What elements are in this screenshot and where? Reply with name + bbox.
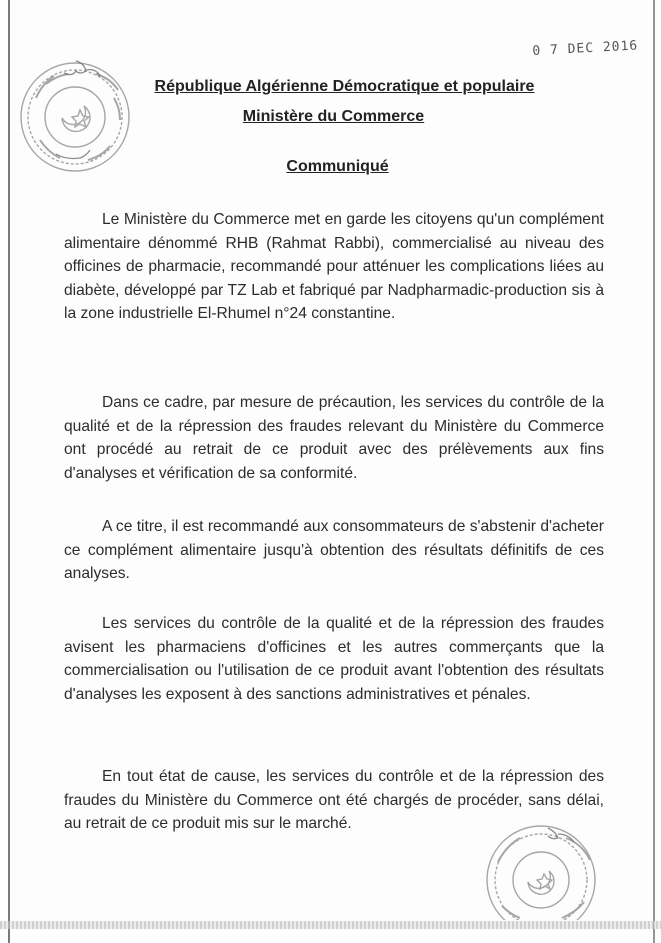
scan-edge-bottom — [0, 921, 661, 929]
page-title: Communiqué — [286, 158, 389, 175]
paragraph: Dans ce cadre, par mesure de précaution, les services du contrôle de la qualité et de la répression des fraudes relevant du Ministère du Commerce ont procédé au retrait de ce produit avec des prélèvements aux fins d'analyses et vérification de sa conformité. — [64, 394, 604, 482]
paragraph: Le Ministère du Commerce met en garde les citoyens qu'un complément alimentaire dénommé RHB (Rahmat Rabbi), commercialisé au niveau des officines de pharmacie, recommandé pour atténuer les complications liées au diabète, développé par TZ Lab et fabriqué par Nadpharmadic-production sis à la zone industrielle El-Rhumel n°24 constantine. — [64, 211, 604, 322]
country-heading: République Algérienne Démocratique et populaire — [154, 78, 535, 95]
paragraph-5-block — [64, 765, 604, 836]
paragraph: Les services du contrôle de la qualité et de la répression des fraudes avisent les pharmaciens d'officines et les autres commerçants que la commercialisation ou l'utilisation de ce produit avant l'obtention des résultats d'analyses les exposent à des sanctions administratives et pénales. — [64, 615, 604, 703]
paragraph: En tout état de cause, les services du contrôle et de la répression des fraudes du Ministère du Commerce ont été chargés de procéder, sans délai, au retrait de ce produit mis sur le marché. — [64, 768, 604, 832]
paragraph: A ce titre, il est recommandé aux consommateurs de s'abstenir d'acheter ce complément alimentaire jusqu'à obtention des résultats définitifs de ces analyses. — [64, 518, 604, 582]
paragraph-1-block — [64, 208, 604, 326]
scan-edge-left — [8, 0, 10, 943]
paragraph-4-block — [64, 612, 604, 706]
date-stamp: 0 7 DEC 2016 — [532, 38, 639, 59]
ministry-heading: Ministère du Commerce — [242, 108, 425, 125]
paragraph-3-block — [64, 515, 604, 586]
paragraph-2-block — [64, 391, 604, 485]
scan-edge-right — [653, 0, 655, 943]
